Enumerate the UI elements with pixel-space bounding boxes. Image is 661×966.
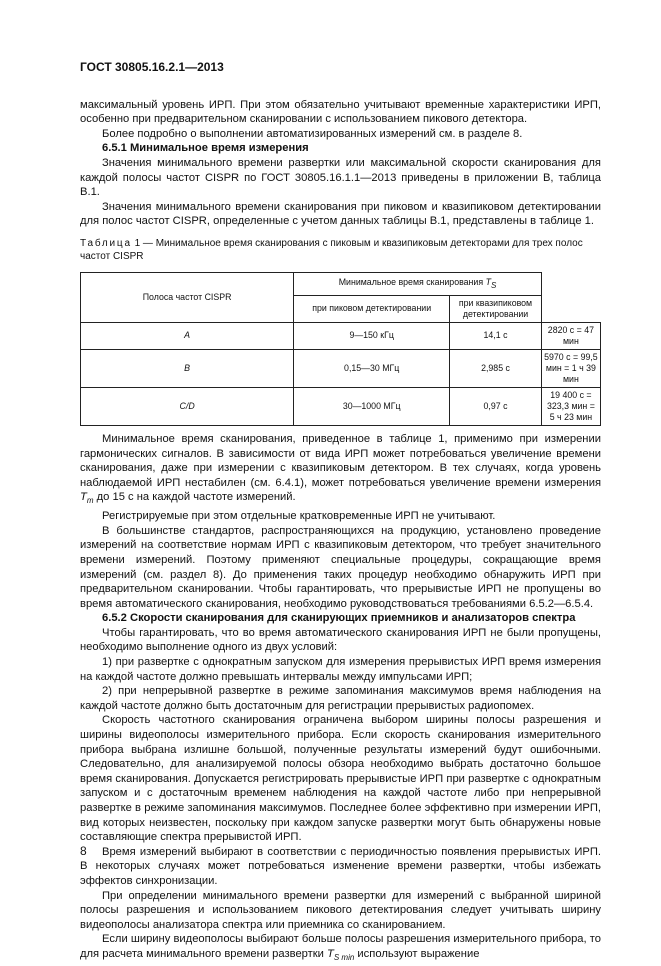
header-quasi-peak: при квазипиковом детектировании bbox=[450, 295, 542, 322]
cell-band: C/D bbox=[81, 387, 294, 425]
paragraph bbox=[80, 432, 601, 509]
cell-band: A bbox=[81, 322, 294, 349]
paragraph-text: до 15 с на каждой частоте измерений. bbox=[93, 491, 296, 504]
cell-range: 30—1000 МГц bbox=[294, 387, 450, 425]
cell-quasi-peak: 2820 с = 47 мин bbox=[541, 322, 600, 349]
paragraph: Значения минимального времени сканирования при пиковом и квазипиковом детектировании для полос частот CISPR, определенные с учетом данных таблицы В.1, представлены в таблице 1. bbox=[80, 200, 601, 228]
paragraph: Скорость частотного сканирования ограничена выбором ширины полосы разрешения и ширины видеополосы измерительного прибора. Если скорость сканирования измерительного прибора выбрана излишне большой, полученные результаты измерений будут ошибочными. Следовательно, для анализируемой полосы обзора необходимо выбрать достаточно большое время сканирования. Допускается регистрировать прерывистые ИРП при развертке с однократным запуском и с достаточным временем наблюдения на каждой частоте либо при непрерывной развертке в режиме запоминания максимумов. Последнее более эффективно при измерении ИРП, вид которых неизвестен, поскольку при каждом запуске развертки могут быть обнаружены новые составляющие спектра прерывистой ИРП. bbox=[80, 714, 601, 844]
header-min-time-label: Минимальное время сканирования bbox=[338, 277, 484, 288]
table-row bbox=[81, 322, 601, 349]
cell-peak: 0,97 с bbox=[450, 387, 542, 425]
page-number: 8 bbox=[80, 844, 87, 858]
paragraph: В большинстве стандартов, распространяющихся на продукцию, установлено проведение измерений на соответствие нормам ИРП с квазипиковым детектором, что требует значительного времени измерений. Поэтому применяют специальные процедуры, сокращающие время измерений (см. раздел 8). До применения таких процедур необходимо обнаружить ИРП при предварительном сканировании. Чтобы гарантировать, что прерывистые ИРП не пропущены во время автоматического сканирования, необходимо руководствоваться требованиями 6.5.2—6.5.4. bbox=[80, 524, 601, 610]
symbol-t: T bbox=[80, 491, 87, 504]
table-row bbox=[81, 387, 601, 425]
cell-range: 9—150 кГц bbox=[294, 322, 450, 349]
table-row bbox=[81, 349, 601, 387]
section-heading-6-5-2: 6.5.2 Скорости сканирования для сканирующих приемников и анализаторов спектра bbox=[102, 612, 576, 625]
table-caption-text: 1 — Минимальное время сканирования с пиковым и квазипиковым детекторами для трех полос частот CISPR bbox=[80, 237, 583, 262]
symbol-subscript: m bbox=[86, 496, 94, 506]
list-item: 1) при развертке с однократным запуском для измерения прерывистых ИРП время измерения на каждой частоте должно превышать интервалы между импульсами ИРП; bbox=[80, 656, 601, 683]
paragraph-text: Если ширину видеополосы выбирают больше полосы разрешения измерительного прибора, то для расчета минимального времени развертки bbox=[80, 933, 601, 960]
cell-band: B bbox=[81, 349, 294, 387]
scan-time-table bbox=[80, 272, 601, 426]
paragraph-text: Минимальное время сканирования, приведенное в таблице 1, применимо при измерении гармонических сигналов. В зависимости от вида ИРП может потребоваться увеличение времени сканирования, даже при измерении с квазипиковым детектором. В тех случаях, когда уровень наблюдаемой ИРП нестабилен (см. 6.4.1), может потребоваться увеличение времени измерения bbox=[80, 432, 601, 489]
table-caption bbox=[80, 237, 601, 263]
header-peak: при пиковом детектировании bbox=[294, 295, 450, 322]
document-page bbox=[80, 60, 601, 966]
section-heading-6-5-1: 6.5.1 Минимальное время измерения bbox=[102, 142, 309, 155]
paragraph bbox=[80, 932, 601, 965]
paragraph: Более подробно о выполнении автоматизированных измерений см. в разделе 8. bbox=[102, 127, 523, 140]
paragraph-text: используют выражение bbox=[354, 947, 480, 960]
cell-quasi-peak: 19 400 с = 323,3 мин = 5 ч 23 мин bbox=[541, 387, 600, 425]
paragraph: Значения минимального времени развертки или максимальной скорости сканирования для каждой полосы частот CISPR по ГОСТ 30805.16.1.1—2013 приведены в приложении В, таблица В.1. bbox=[80, 156, 601, 199]
header-band: Полоса частот CISPR bbox=[81, 272, 294, 322]
symbol-t: T bbox=[327, 947, 334, 960]
table-caption-word: Таблица bbox=[80, 237, 132, 249]
header-min-time bbox=[294, 272, 542, 295]
paragraph: максимальный уровень ИРП. При этом обязательно учитывают временные характеристики ИРП, особенно при предварительном сканировании с использованием пикового детектора. bbox=[80, 98, 601, 126]
standard-header: ГОСТ 30805.16.2.1—2013 bbox=[80, 60, 224, 74]
cell-peak: 14,1 с bbox=[450, 322, 542, 349]
cell-range: 0,15—30 МГц bbox=[294, 349, 450, 387]
paragraph: Чтобы гарантировать, что во время автоматического сканирования ИРП не были пропущены, необходимо выполнение одного из двух условий: bbox=[80, 626, 601, 654]
header-min-time-subscript: S bbox=[490, 280, 497, 290]
symbol-subscript: S min bbox=[333, 953, 355, 963]
header-min-time-symbol: T bbox=[485, 277, 491, 288]
list-item: 2) при непрерывной развертке в режиме запоминания максимумов время наблюдения на каждой частоте должно быть достаточным для регистрации прерывистых радиопомех. bbox=[80, 685, 601, 712]
cell-peak: 2,985 с bbox=[450, 349, 542, 387]
cell-quasi-peak: 5970 с = 99,5 мин = 1 ч 39 мин bbox=[541, 349, 600, 387]
paragraph: Регистрируемые при этом отдельные кратковременные ИРП не учитывают. bbox=[102, 510, 496, 523]
paragraph: При определении минимального времени развертки для измерений с выбранной шириной полосы разрешения и использованием пикового детектирования следует учитывать ширину видеополосы анализатора спектра или приемника со сканированием. bbox=[80, 889, 601, 931]
paragraph: Время измерений выбирают в соответствии с периодичностью появления прерывистых ИРП. В некоторых случаях может потребоваться изменение времени развертки, чтобы избежать эффектов синхронизации. bbox=[80, 845, 601, 887]
